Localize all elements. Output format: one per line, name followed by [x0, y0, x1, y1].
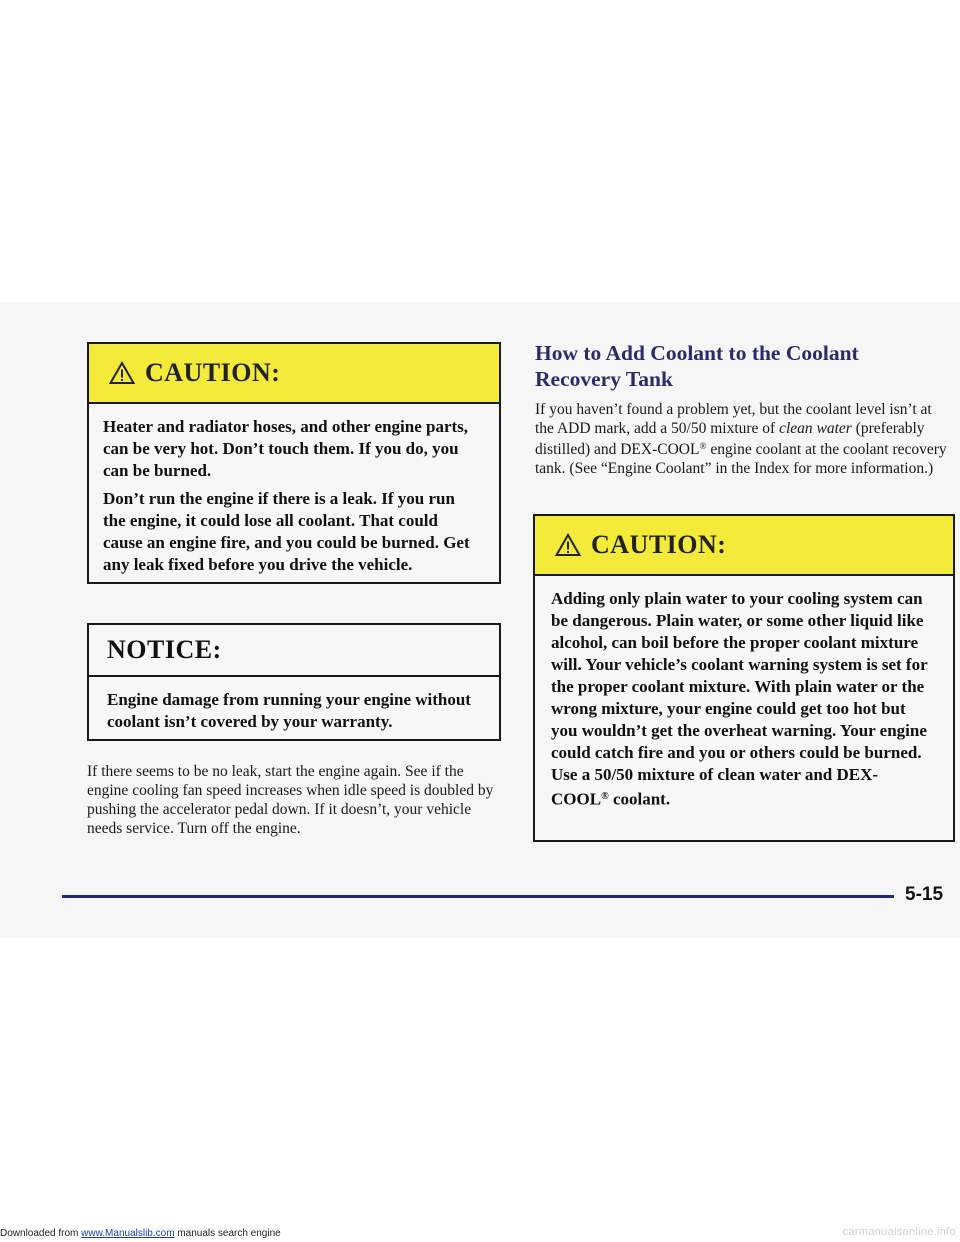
paragraph-text: (preferably distilled) and DEX-COOL	[535, 420, 925, 459]
notice-header: NOTICE:	[89, 625, 499, 677]
italic-text: clean water	[779, 420, 852, 437]
warning-triangle-icon	[109, 361, 135, 385]
download-footer	[0, 1228, 281, 1239]
registered-mark: ®	[601, 791, 609, 802]
caution-label: CAUTION:	[145, 358, 281, 387]
caution-text: coolant.	[608, 789, 671, 809]
paragraph-text: If you haven’t found a problem yet, but the coolant level isn’t at the ADD mark, add a 50/50 mixture of	[535, 401, 932, 437]
footer-rule	[62, 895, 894, 898]
caution-paragraph: Heater and radiator hoses, and other engine parts, can be very hot. Don’t touch them. If you do, you can be burned.	[103, 417, 469, 480]
registered-mark: ®	[699, 442, 707, 452]
caution-paragraph: Don’t run the engine if there is a leak. If you run the engine, it could lose all coolant. That could cause an engine fire, and you could be burned. Get any leak fixed before you drive the vehicle.	[103, 489, 470, 574]
paragraph-text: engine coolant at the coolant recovery tank. (See “Engine Coolant” in the Index for more information.)	[535, 441, 947, 478]
warning-triangle-icon	[555, 533, 581, 557]
caution-header	[89, 344, 499, 404]
caution-box-hot-parts	[87, 342, 501, 584]
section-paragraph	[535, 400, 953, 478]
notice-body: Engine damage from running your engine without coolant isn’t covered by your warranty.	[107, 690, 471, 731]
caution-box-plain-water	[533, 514, 955, 842]
notice-box	[87, 623, 501, 741]
left-body-paragraph: If there seems to be no leak, start the engine again. See if the engine cooling fan speed increases when idle speed is doubled by pushing the accelerator pedal down. If it doesn’t, your vehicle needs service. Turn off the engine.	[87, 763, 494, 837]
caution-body	[535, 576, 953, 811]
caution-text: Adding only plain water to your cooling system can be dangerous. Plain water, or some other liquid like alcohol, can boil before the proper coolant mixture will. Your vehicle’s coolant warning system is set for the proper coolant mixture. With plain water or the wrong mixture, your engine could get too hot but you wouldn’t get the overheat warning. Your engine could catch fire and you or others could be burned. Use a 50/50 mixture of clean water and DEX-COOL	[551, 589, 928, 809]
caution-body	[89, 404, 499, 576]
section-heading-line: Recovery Tank	[535, 367, 673, 391]
section-heading	[535, 340, 935, 392]
footer-text: manuals search engine	[174, 1228, 281, 1239]
page-number: 5-15	[905, 884, 944, 905]
watermark: carmanualsonline.info	[842, 1226, 956, 1238]
manualslib-link[interactable]: www.Manualslib.com	[81, 1228, 175, 1239]
footer-text: Downloaded from	[0, 1228, 82, 1239]
section-heading-line: How to Add Coolant to the Coolant	[535, 341, 859, 365]
caution-header	[535, 516, 953, 576]
caution-label: CAUTION:	[591, 530, 727, 559]
